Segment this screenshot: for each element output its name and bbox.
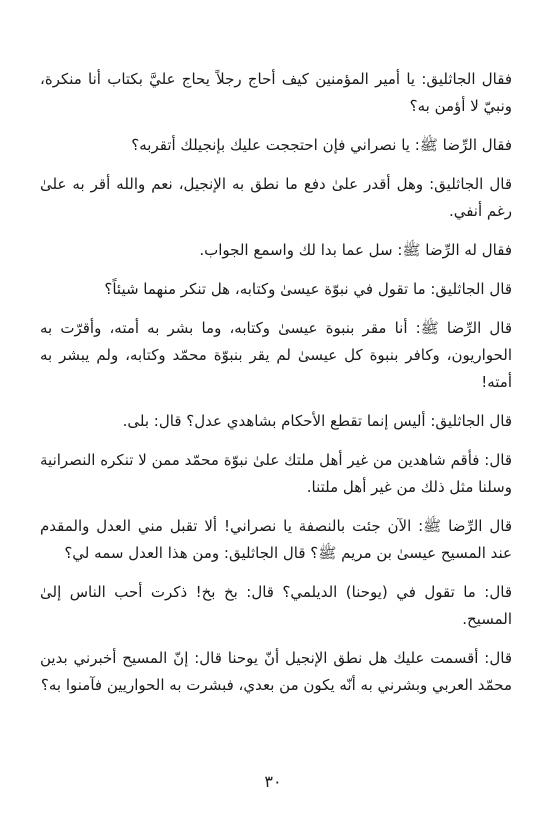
page-number: ٣٠ — [264, 772, 282, 791]
paragraph: فقال الجاثليق: يا أمير المؤمنين كيف أحاج رجلاً يحاج عليَّ بكتاب أنا منكرة، ونبيّ لا أؤمن به؟ — [40, 70, 512, 115]
page-body — [40, 66, 512, 711]
paragraph: فقال له الرِّضا ﷺ: سل عما بدا لك واسمع الجواب. — [199, 241, 512, 259]
paragraph: قال الجاثليق: ما تقول في نبوّة عيسىٰ وكتابه، هل تنكر منهما شيئاً؟ — [104, 280, 512, 298]
paragraph: قال الرِّضا ﷺ: الآن جئت بالنصفة يا نصراني! ألا تقبل مني العدل والمقدم عند المسيح عيسىٰ بن مريم ﷺ؟ قال الجاثليق: ومن هذا العدل سمه لي؟ — [40, 517, 512, 562]
paragraph: قال الرِّضا ﷺ: أنا مقر بنبوة عيسىٰ وكتابه، وما بشر به أمته، وأقرّت به الحواريون، وكافر بنبوة كل عيسىٰ لم يقر بنبوّة محمّد وكتابه، ولم يبشر به أمته! — [40, 319, 512, 391]
paragraph: قال الجاثليق: أليس إنما تقطع الأحكام بشاهدي عدل؟ قال: بلى. — [122, 412, 512, 430]
paragraph: قال الجاثليق: وهل أقدر علىٰ دفع ما نطق به الإنجيل، نعم والله أقر به علىٰ رغم أنفي. — [40, 175, 512, 220]
paragraph: فقال الرِّضا ﷺ: يا نصراني فإن احتججت عليك بإنجيلك أتقربه؟ — [131, 136, 512, 154]
paragraph: قال: ما تقول في (يوحنا) الديلمي؟ قال: بخ بخ! ذكرت أحب الناس إلىٰ المسيح. — [40, 583, 512, 628]
paragraph: قال: فأقم شاهدين من غير أهل ملتك علىٰ نبوّة محمّد ممن لا تنكره النصرانية وسلنا مثل ذلك من غير أهل ملتنا. — [40, 451, 512, 496]
paragraph: قال: أقسمت عليك هل نطق الإنجيل أنّ يوحنا قال: إنّ المسيح أخبرني بدين محمّد العربي وبشرني به أنّه يكون من بعدي، فبشرت به الحواريين فآمنوا به؟ — [40, 649, 512, 694]
